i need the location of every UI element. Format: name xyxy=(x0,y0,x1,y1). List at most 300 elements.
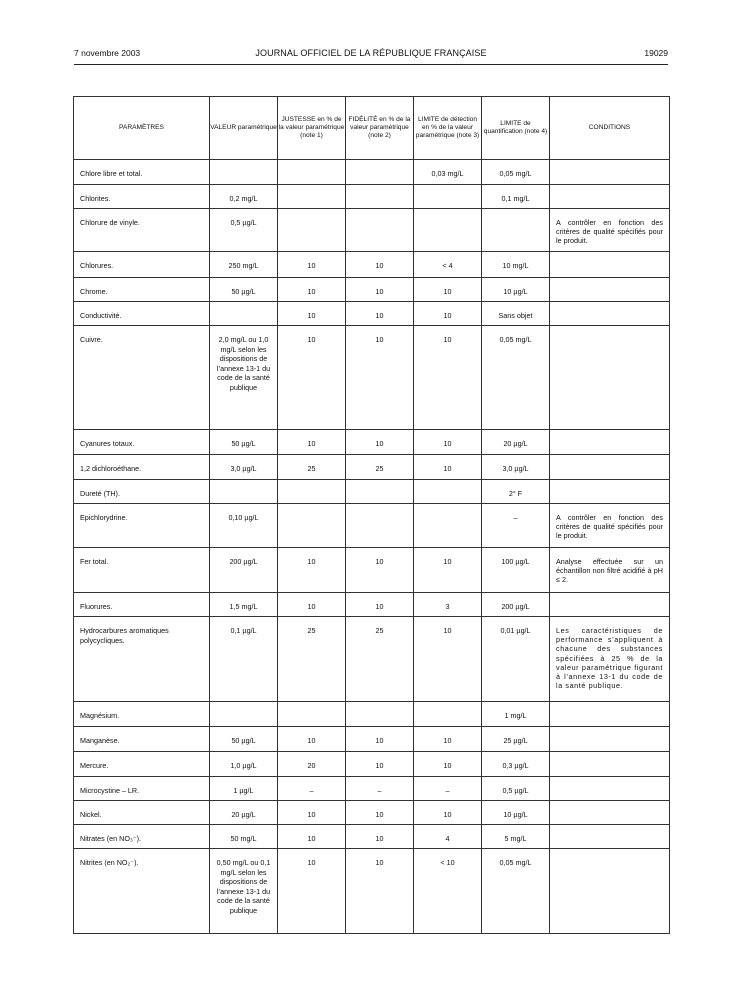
parameter-cell-text: Fluorures. xyxy=(80,602,113,611)
detection-limit-cell xyxy=(414,430,482,455)
table-row xyxy=(74,777,670,801)
quantification-limit-cell xyxy=(482,302,550,326)
accuracy-cell-text: 10 xyxy=(307,858,316,867)
parameter-cell xyxy=(74,777,210,801)
precision-cell xyxy=(346,702,414,727)
conditions-cell xyxy=(550,801,670,825)
accuracy-cell-text: 10 xyxy=(307,261,316,270)
precision-cell xyxy=(346,252,414,278)
detection-limit-cell xyxy=(414,752,482,777)
precision-cell-text: 10 xyxy=(375,834,384,843)
table-row xyxy=(74,326,670,430)
col-header-limite-detection: LIMITE de détection en % de la valeur paramétrique (note 3) xyxy=(414,97,482,160)
quantification-limit-cell-text: 20 µg/L xyxy=(503,439,528,448)
parameter-cell-text: Chrome. xyxy=(80,287,108,296)
conditions-cell xyxy=(550,825,670,849)
detection-limit-cell xyxy=(414,617,482,702)
quantification-limit-cell xyxy=(482,548,550,593)
detection-limit-cell xyxy=(414,302,482,326)
quantification-limit-cell-text: 0,1 mg/L xyxy=(501,194,530,203)
precision-cell-text xyxy=(346,480,413,489)
detection-limit-cell-text xyxy=(414,480,481,489)
detection-limit-cell-text: < 4 xyxy=(442,261,453,270)
conditions-cell xyxy=(550,617,670,702)
value-cell-text: 3,0 µg/L xyxy=(230,464,257,473)
detection-limit-cell-text: 10 xyxy=(443,439,452,448)
detection-limit-cell-text: 4 xyxy=(445,834,450,843)
value-cell xyxy=(210,160,278,185)
conditions-cell xyxy=(550,548,670,593)
quantification-limit-cell-text: 0,05 mg/L xyxy=(499,335,532,344)
parameters-table xyxy=(73,96,670,934)
precision-cell-text: 10 xyxy=(375,602,384,611)
quantification-limit-cell-text: 0,01 µg/L xyxy=(500,626,531,635)
value-cell-text xyxy=(210,480,277,489)
accuracy-cell xyxy=(278,504,346,548)
quantification-limit-cell xyxy=(482,801,550,825)
precision-cell-text: – xyxy=(377,786,382,795)
quantification-limit-cell-text: 10 µg/L xyxy=(503,287,528,296)
conditions-cell xyxy=(550,209,670,252)
precision-cell-text xyxy=(346,702,413,711)
detection-limit-cell xyxy=(414,209,482,252)
conditions-cell-text xyxy=(550,801,669,810)
precision-cell-text: 25 xyxy=(375,626,384,635)
conditions-cell xyxy=(550,252,670,278)
quantification-limit-cell-text: 5 mg/L xyxy=(504,834,527,843)
quantification-limit-cell-text: 10 µg/L xyxy=(503,810,528,819)
value-cell xyxy=(210,825,278,849)
value-cell-text: 0,2 mg/L xyxy=(229,194,258,203)
detection-limit-cell xyxy=(414,252,482,278)
detection-limit-cell xyxy=(414,548,482,593)
precision-cell-text: 10 xyxy=(375,439,384,448)
value-cell-text: 1,0 µg/L xyxy=(230,761,257,770)
value-cell-text xyxy=(210,160,277,169)
conditions-cell xyxy=(550,302,670,326)
col-header-justesse: JUSTESSE en % de la valeur paramétrique (note 1) xyxy=(278,97,346,160)
quantification-limit-cell xyxy=(482,617,550,702)
conditions-cell-text xyxy=(550,185,669,194)
col-header-fidelite: FIDÉLITÉ en % de la valeur paramétrique (note 2) xyxy=(346,97,414,160)
accuracy-cell-text: 10 xyxy=(307,439,316,448)
quantification-limit-cell xyxy=(482,727,550,752)
parameter-cell-text: Microcystine – LR. xyxy=(80,786,140,795)
precision-cell xyxy=(346,617,414,702)
quantification-limit-cell-text: 0,3 µg/L xyxy=(502,761,529,770)
parameter-cell xyxy=(74,185,210,209)
conditions-cell xyxy=(550,185,670,209)
accuracy-cell xyxy=(278,801,346,825)
accuracy-cell xyxy=(278,430,346,455)
parameter-cell-text: Cyanures totaux. xyxy=(80,439,135,448)
table-row xyxy=(74,480,670,504)
table-row xyxy=(74,430,670,455)
detection-limit-cell-text: 10 xyxy=(443,761,452,770)
journal-title: JOURNAL OFFICIEL DE LA RÉPUBLIQUE FRANÇAISE xyxy=(255,48,487,58)
parameter-cell-text: Chlore libre et total. xyxy=(80,169,143,178)
parameter-cell-text: Nitrates (en NO₃⁻). xyxy=(80,834,142,843)
conditions-cell xyxy=(550,480,670,504)
parameter-cell xyxy=(74,252,210,278)
precision-cell xyxy=(346,801,414,825)
col-header-valeur: VALEUR paramétrique xyxy=(210,97,278,160)
precision-cell xyxy=(346,480,414,504)
accuracy-cell-text: – xyxy=(309,786,314,795)
accuracy-cell xyxy=(278,702,346,727)
parameter-cell-text: Epichlorydrine. xyxy=(80,513,128,522)
quantification-limit-cell xyxy=(482,430,550,455)
detection-limit-cell xyxy=(414,455,482,480)
precision-cell-text xyxy=(346,504,413,513)
accuracy-cell xyxy=(278,548,346,593)
table-row xyxy=(74,801,670,825)
conditions-cell xyxy=(550,752,670,777)
accuracy-cell-text: 10 xyxy=(307,335,316,344)
accuracy-cell-text: 10 xyxy=(307,810,316,819)
value-cell-text: 1,5 mg/L xyxy=(229,602,258,611)
precision-cell xyxy=(346,777,414,801)
precision-cell-text: 25 xyxy=(375,464,384,473)
parameter-cell-text: Chlorures. xyxy=(80,261,114,270)
quantification-limit-cell xyxy=(482,252,550,278)
value-cell xyxy=(210,185,278,209)
col-header-parametres: PARAMÈTRES xyxy=(74,97,210,160)
precision-cell-text: 10 xyxy=(375,261,384,270)
table-row xyxy=(74,727,670,752)
quantification-limit-cell-text: 10 mg/L xyxy=(502,261,529,270)
conditions-cell xyxy=(550,326,670,430)
detection-limit-cell-text: 10 xyxy=(443,335,452,344)
parameter-cell-text: Dureté (TH). xyxy=(80,489,120,498)
conditions-cell-text xyxy=(550,702,669,711)
col-header-conditions: CONDITIONS xyxy=(550,97,670,160)
conditions-cell-text: Les caractéristiques de performance s’appliquent à chacune des substances spécifiées à 25 % de la valeur paramétrique figurant à l’annexe 13-1 du code de la santé publique. xyxy=(556,626,663,691)
conditions-cell xyxy=(550,593,670,617)
table-row xyxy=(74,252,670,278)
parameter-cell xyxy=(74,455,210,480)
quantification-limit-cell xyxy=(482,849,550,934)
value-cell-text: 20 µg/L xyxy=(231,810,256,819)
value-cell-text xyxy=(210,702,277,711)
precision-cell xyxy=(346,593,414,617)
value-cell-text: 0,50 mg/L ou 0,1 mg/L selon les dispositions de l’annexe 13-1 du code de la santé publique xyxy=(216,858,271,915)
value-cell-text: 50 µg/L xyxy=(231,439,256,448)
table-row xyxy=(74,593,670,617)
detection-limit-cell xyxy=(414,160,482,185)
parameter-cell xyxy=(74,326,210,430)
quantification-limit-cell-text: 100 µg/L xyxy=(501,557,530,566)
precision-cell-text: 10 xyxy=(375,736,384,745)
value-cell-text: 0,10 µg/L xyxy=(228,513,259,522)
precision-cell xyxy=(346,430,414,455)
conditions-cell-text xyxy=(550,252,669,261)
table-row xyxy=(74,278,670,302)
table-row xyxy=(74,160,670,185)
precision-cell xyxy=(346,727,414,752)
detection-limit-cell-text: 10 xyxy=(443,557,452,566)
value-cell-text: 1 µg/L xyxy=(233,786,254,795)
conditions-cell-text xyxy=(550,455,669,464)
detection-limit-cell-text: 3 xyxy=(445,602,450,611)
value-cell xyxy=(210,752,278,777)
detection-limit-cell-text: – xyxy=(445,786,450,795)
parameter-cell-text: Mercure. xyxy=(80,761,109,770)
col-header-limite-quantification: LIMITE de quantification (note 4) xyxy=(482,97,550,160)
accuracy-cell xyxy=(278,278,346,302)
accuracy-cell-text: 20 xyxy=(307,761,316,770)
conditions-cell xyxy=(550,727,670,752)
table-row xyxy=(74,209,670,252)
quantification-limit-cell xyxy=(482,504,550,548)
accuracy-cell xyxy=(278,849,346,934)
table-row xyxy=(74,849,670,934)
conditions-cell-text xyxy=(550,727,669,736)
table-row xyxy=(74,548,670,593)
accuracy-cell xyxy=(278,777,346,801)
table-row xyxy=(74,617,670,702)
parameter-cell xyxy=(74,302,210,326)
quantification-limit-cell-text: 1 mg/L xyxy=(504,711,527,720)
detection-limit-cell xyxy=(414,504,482,548)
value-cell-text: 2,0 mg/L ou 1,0 mg/L selon les dispositions de l’annexe 13-1 du code de la santé publique xyxy=(216,335,271,392)
conditions-cell-text: A contrôler en fonction des critères de qualité spécifiés pour le produit. xyxy=(556,218,663,246)
parameter-cell-text: Nitrites (en NO₂⁻). xyxy=(80,858,139,867)
precision-cell-text: 10 xyxy=(375,557,384,566)
detection-limit-cell xyxy=(414,727,482,752)
accuracy-cell-text xyxy=(278,209,345,218)
quantification-limit-cell xyxy=(482,185,550,209)
conditions-cell xyxy=(550,702,670,727)
table-row xyxy=(74,825,670,849)
conditions-cell-text xyxy=(550,825,669,834)
value-cell xyxy=(210,430,278,455)
parameter-cell-text: Hydrocarbures aromatiques polycycliques. xyxy=(80,626,169,645)
conditions-cell xyxy=(550,278,670,302)
detection-limit-cell-text: 10 xyxy=(443,736,452,745)
parameter-cell xyxy=(74,160,210,185)
table-row xyxy=(74,185,670,209)
parameter-cell-text: Fer total. xyxy=(80,557,109,566)
quantification-limit-cell xyxy=(482,326,550,430)
value-cell xyxy=(210,849,278,934)
detection-limit-cell xyxy=(414,825,482,849)
conditions-cell-text xyxy=(550,160,669,169)
value-cell xyxy=(210,252,278,278)
accuracy-cell-text: 25 xyxy=(307,464,316,473)
accuracy-cell-text: 10 xyxy=(307,602,316,611)
parameter-cell xyxy=(74,480,210,504)
quantification-limit-cell xyxy=(482,593,550,617)
value-cell xyxy=(210,504,278,548)
detection-limit-cell xyxy=(414,326,482,430)
detection-limit-cell-text xyxy=(414,702,481,711)
quantification-limit-cell-text: 2° F xyxy=(508,489,523,498)
quantification-limit-cell xyxy=(482,160,550,185)
conditions-cell xyxy=(550,504,670,548)
accuracy-cell-text xyxy=(278,504,345,513)
precision-cell xyxy=(346,548,414,593)
quantification-limit-cell xyxy=(482,480,550,504)
precision-cell xyxy=(346,185,414,209)
detection-limit-cell-text: < 10 xyxy=(440,858,455,867)
value-cell xyxy=(210,455,278,480)
issue-date: 7 novembre 2003 xyxy=(74,48,141,58)
accuracy-cell xyxy=(278,480,346,504)
value-cell-text: 50 µg/L xyxy=(231,287,256,296)
accuracy-cell xyxy=(278,825,346,849)
parameter-cell xyxy=(74,430,210,455)
value-cell xyxy=(210,702,278,727)
parameter-cell-text: Nickel. xyxy=(80,810,102,819)
conditions-cell-text xyxy=(550,302,669,311)
parameter-cell-text: Cuivre. xyxy=(80,335,103,344)
parameter-cell-text: Chlorites. xyxy=(80,194,111,203)
parameter-cell xyxy=(74,752,210,777)
precision-cell-text: 10 xyxy=(375,335,384,344)
value-cell-text: 200 µg/L xyxy=(229,557,258,566)
precision-cell xyxy=(346,302,414,326)
accuracy-cell xyxy=(278,252,346,278)
conditions-cell xyxy=(550,430,670,455)
precision-cell-text: 10 xyxy=(375,311,384,320)
detection-limit-cell xyxy=(414,801,482,825)
parameter-cell xyxy=(74,825,210,849)
accuracy-cell-text xyxy=(278,702,345,711)
conditions-cell-text xyxy=(550,593,669,602)
conditions-cell-text xyxy=(550,480,669,489)
parameter-cell-text: 1,2 dichloroéthane. xyxy=(80,464,142,473)
quantification-limit-cell xyxy=(482,209,550,252)
precision-cell-text xyxy=(346,160,413,169)
accuracy-cell xyxy=(278,455,346,480)
precision-cell-text xyxy=(346,209,413,218)
quantification-limit-cell xyxy=(482,702,550,727)
accuracy-cell xyxy=(278,185,346,209)
value-cell xyxy=(210,548,278,593)
page-number: 19029 xyxy=(644,48,668,58)
precision-cell xyxy=(346,455,414,480)
parameter-cell xyxy=(74,278,210,302)
parameter-cell xyxy=(74,209,210,252)
precision-cell xyxy=(346,752,414,777)
parameter-cell xyxy=(74,801,210,825)
detection-limit-cell xyxy=(414,480,482,504)
detection-limit-cell-text: 10 xyxy=(443,810,452,819)
accuracy-cell xyxy=(278,209,346,252)
detection-limit-cell-text xyxy=(414,209,481,218)
parameter-cell xyxy=(74,849,210,934)
precision-cell xyxy=(346,160,414,185)
conditions-cell-text xyxy=(550,278,669,287)
conditions-cell xyxy=(550,777,670,801)
parameter-cell-text: Chlorure de vinyle. xyxy=(80,218,140,227)
precision-cell-text: 10 xyxy=(375,858,384,867)
conditions-cell-text xyxy=(550,849,669,858)
accuracy-cell-text xyxy=(278,160,345,169)
precision-cell xyxy=(346,504,414,548)
table-row xyxy=(74,455,670,480)
value-cell xyxy=(210,777,278,801)
accuracy-cell-text: 10 xyxy=(307,311,316,320)
precision-cell xyxy=(346,825,414,849)
value-cell-text: 50 µg/L xyxy=(231,736,256,745)
value-cell xyxy=(210,480,278,504)
quantification-limit-cell-text: 0,05 mg/L xyxy=(499,169,532,178)
conditions-cell-text xyxy=(550,430,669,439)
accuracy-cell xyxy=(278,617,346,702)
accuracy-cell-text: 10 xyxy=(307,557,316,566)
accuracy-cell-text: 10 xyxy=(307,834,316,843)
detection-limit-cell-text: 10 xyxy=(443,311,452,320)
conditions-cell-text xyxy=(550,326,669,335)
precision-cell xyxy=(346,278,414,302)
precision-cell xyxy=(346,849,414,934)
accuracy-cell xyxy=(278,593,346,617)
conditions-cell-text: Analyse effectuée sur un échantillon non filtré acidifié à pH ≤ 2. xyxy=(556,557,663,585)
precision-cell-text: 10 xyxy=(375,810,384,819)
parameter-cell-text: Conductivité. xyxy=(80,311,122,320)
value-cell-text: 50 mg/L xyxy=(230,834,257,843)
value-cell xyxy=(210,617,278,702)
value-cell xyxy=(210,727,278,752)
accuracy-cell-text: 10 xyxy=(307,736,316,745)
conditions-cell-text xyxy=(550,777,669,786)
accuracy-cell-text: 25 xyxy=(307,626,316,635)
accuracy-cell-text xyxy=(278,185,345,194)
accuracy-cell-text: 10 xyxy=(307,287,316,296)
precision-cell-text: 10 xyxy=(375,761,384,770)
quantification-limit-cell xyxy=(482,752,550,777)
value-cell-text: 0,5 µg/L xyxy=(230,218,257,227)
detection-limit-cell-text: 10 xyxy=(443,464,452,473)
detection-limit-cell xyxy=(414,278,482,302)
quantification-limit-cell-text: 0,5 µg/L xyxy=(502,786,529,795)
precision-cell xyxy=(346,326,414,430)
detection-limit-cell xyxy=(414,593,482,617)
quantification-limit-cell xyxy=(482,777,550,801)
detection-limit-cell xyxy=(414,777,482,801)
value-cell xyxy=(210,302,278,326)
quantification-limit-cell-text xyxy=(482,209,549,218)
quantification-limit-cell-text: Sans objet xyxy=(498,311,533,320)
conditions-cell-text xyxy=(550,752,669,761)
value-cell xyxy=(210,593,278,617)
accuracy-cell-text xyxy=(278,480,345,489)
parameter-cell xyxy=(74,617,210,702)
detection-limit-cell-text: 0,03 mg/L xyxy=(431,169,464,178)
table-row xyxy=(74,302,670,326)
detection-limit-cell-text: 10 xyxy=(443,626,452,635)
table-row xyxy=(74,504,670,548)
table-row xyxy=(74,702,670,727)
value-cell xyxy=(210,278,278,302)
table-header-row xyxy=(74,97,670,160)
precision-cell-text: 10 xyxy=(375,287,384,296)
accuracy-cell xyxy=(278,326,346,430)
accuracy-cell xyxy=(278,160,346,185)
parameter-cell xyxy=(74,702,210,727)
quantification-limit-cell-text: 200 µg/L xyxy=(501,602,530,611)
quantification-limit-cell-text: 3,0 µg/L xyxy=(502,464,529,473)
detection-limit-cell xyxy=(414,185,482,209)
accuracy-cell xyxy=(278,727,346,752)
value-cell-text xyxy=(210,302,277,311)
conditions-cell-text: A contrôler en fonction des critères de qualité spécifiés pour le produit. xyxy=(556,513,663,541)
quantification-limit-cell-text: 25 µg/L xyxy=(503,736,528,745)
conditions-cell xyxy=(550,455,670,480)
accuracy-cell xyxy=(278,302,346,326)
